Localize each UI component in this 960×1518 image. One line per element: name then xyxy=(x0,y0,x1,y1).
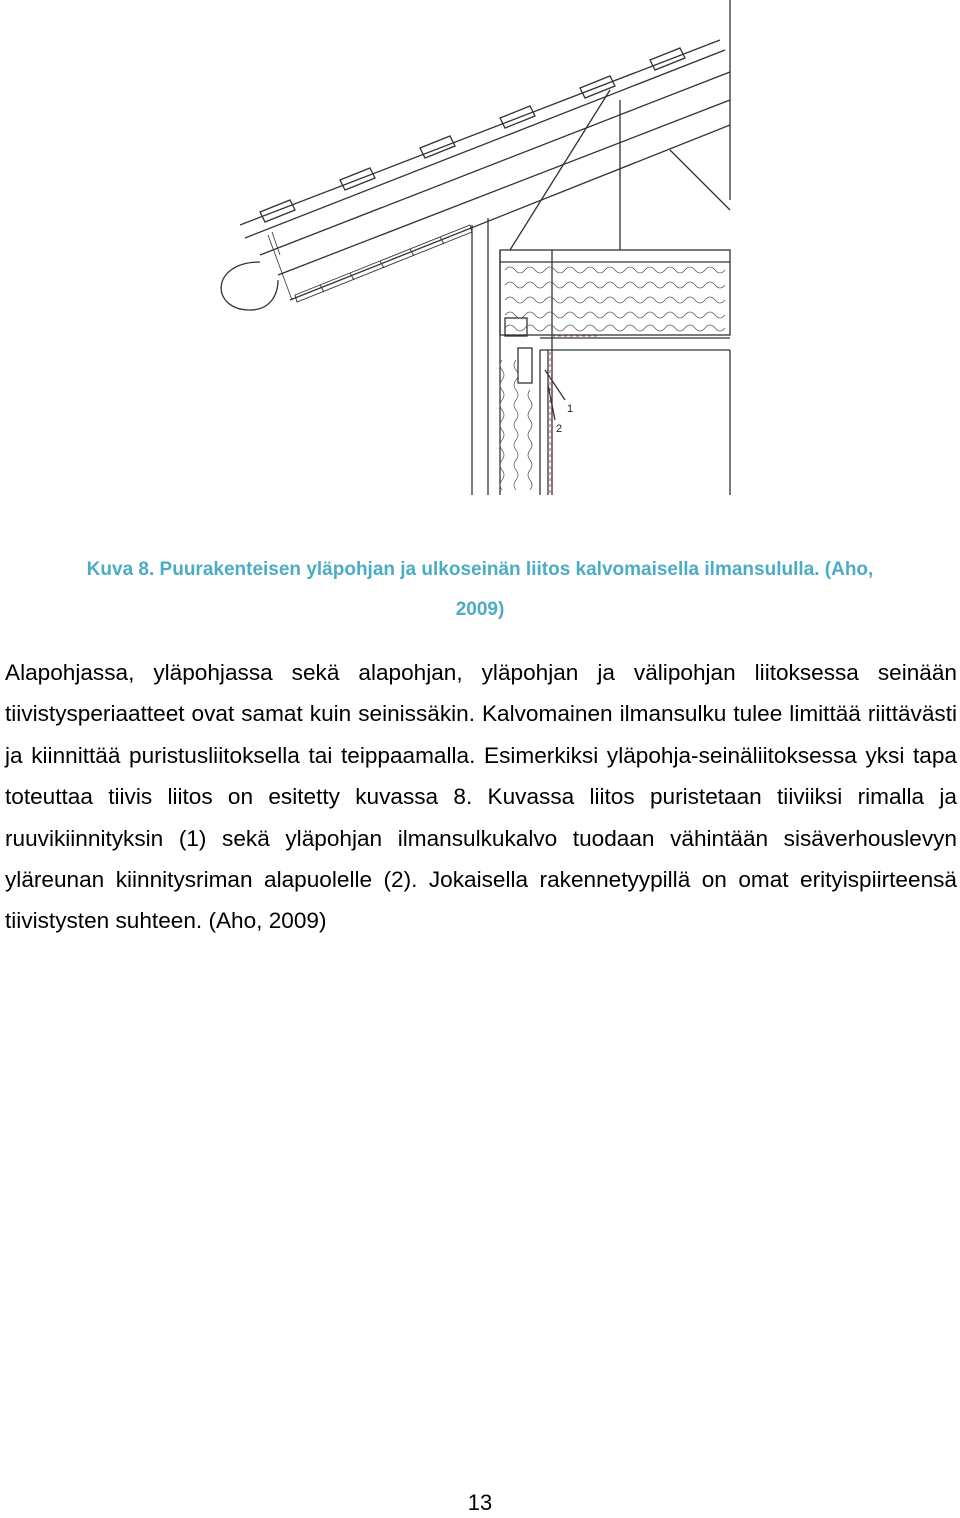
figure-caption xyxy=(14,550,946,630)
page-number: 13 xyxy=(467,1490,493,1515)
caption-line-1: Kuva 8. Puurakenteisen yläpohjan ja ulkoseinän liitos kalvomaisella ilmansululla. (Aho, xyxy=(86,559,874,580)
technical-drawing-svg xyxy=(200,0,760,520)
callout-2: 2 xyxy=(556,423,563,435)
roof-wall-joint-drawing xyxy=(200,0,760,520)
caption-line-2: 2009) xyxy=(455,599,505,620)
body-paragraph: Alapohjassa, yläpohjassa sekä alapohjan, yläpohjan ja välipohjan liitoksessa seinään tiivistysperiaatteet ovat samat kuin seinissäkin. Kalvomainen ilmansulku tulee limittää riittävästi ja kiinnittää puristusliitoksella tai teippaamalla. Esimerkiksi yläpohja-seinäliitoksessa yksi tapa toteuttaa tiivis liitos on esitetty kuvassa 8. Kuvassa liitos puristetaan tiiviiksi rimalla ja ruuvikiinnityksin (1) sekä yläpohjan ilmansulkukalvo tuodaan vähintään sisäverhouslevyn yläreunan kiinnitysriman alapuolelle (2). Jokaisella rakennetyypillä on omat erityispiirteensä tiivistysten suhteen. (Aho, 2009) xyxy=(5,660,957,934)
callout-1: 1 xyxy=(567,403,574,415)
